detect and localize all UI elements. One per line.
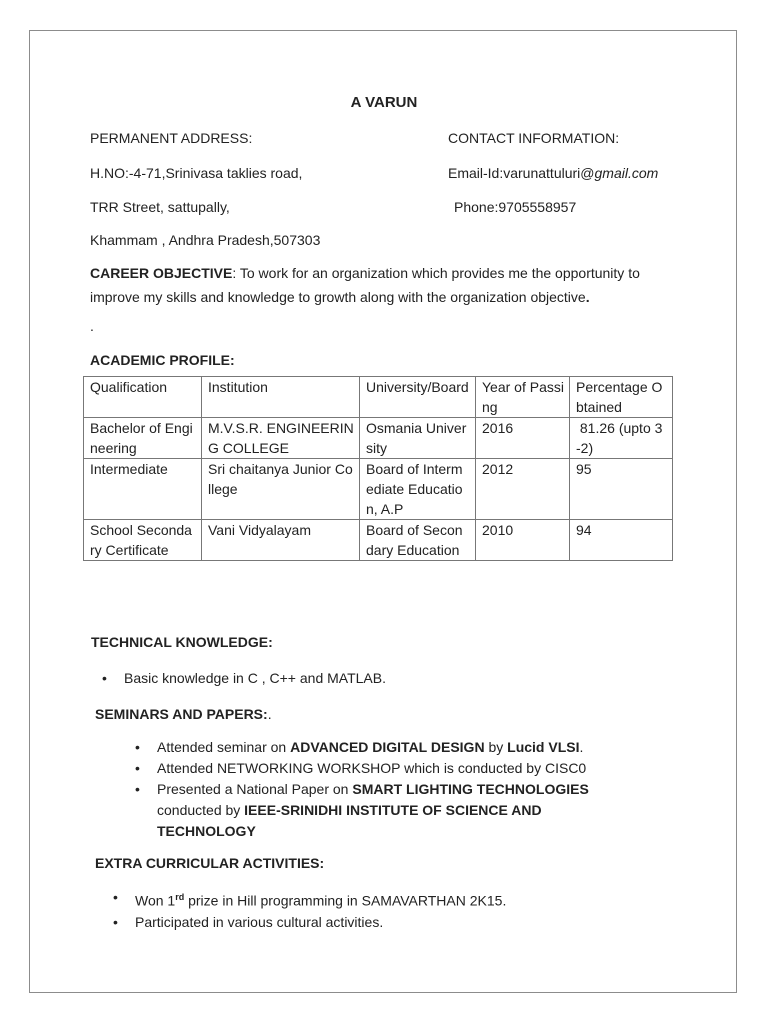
table-cell: Osmania University <box>360 418 476 459</box>
table-cell: 2016 <box>476 418 570 459</box>
table-row <box>84 459 673 520</box>
email-domain: gmail.com <box>594 165 659 181</box>
table-header-row <box>84 377 673 418</box>
academic-table <box>83 376 673 561</box>
email-prefix: Email-Id:varunattuluri@ <box>448 165 595 181</box>
seminar-1-topic: ADVANCED DIGITAL DESIGN <box>290 739 485 755</box>
career-objective-end: . <box>585 289 590 305</box>
table-row <box>84 418 673 459</box>
phone: Phone:9705558957 <box>454 199 577 215</box>
table-cell: 2010 <box>476 520 570 561</box>
seminar-3-mid: conducted by <box>157 802 245 818</box>
career-objective-label: CAREER OBJECTIVE <box>90 265 233 281</box>
table-cell: 94 <box>570 520 673 561</box>
seminars-heading-label: SEMINARS AND PAPERS: <box>95 706 268 722</box>
seminar-3-topic: SMART LIGHTING TECHNOLOGIES <box>352 781 589 797</box>
header-cell: Year of Passing <box>476 377 570 418</box>
address-label: PERMANENT ADDRESS: <box>90 130 253 146</box>
extra-curricular-heading: EXTRA CURRICULAR ACTIVITIES: <box>95 855 325 871</box>
seminar-1-mid: by <box>484 739 508 755</box>
seminar-1-end: . <box>579 739 584 755</box>
table-cell: 2012 <box>476 459 570 520</box>
table-cell: 81.26 (upto 3-2) <box>570 418 673 459</box>
resume-name: A VARUN <box>350 94 418 111</box>
career-objective-text: : To work for an organization which provides me the opportunity to improve my skills and knowledge to growth along with the organization objective <box>90 265 640 305</box>
header-cell: Qualification <box>84 377 202 418</box>
seminar-1-pre: Attended seminar on <box>157 739 291 755</box>
seminars-heading-suffix: . <box>267 706 272 722</box>
table-cell: Board of Intermediate Education, A.P <box>360 459 476 520</box>
list-item <box>157 779 637 842</box>
extra-list <box>135 887 506 933</box>
table-row <box>84 520 673 561</box>
list-item: • Participated in various cultural activities. <box>135 912 506 933</box>
email <box>448 165 658 181</box>
header-cell: Percentage Obtained <box>570 377 673 418</box>
list-item <box>135 887 506 912</box>
contact-label: CONTACT INFORMATION: <box>448 130 620 146</box>
seminars-heading <box>95 706 272 722</box>
table-cell: Vani Vidyalayam <box>202 520 360 561</box>
list-item <box>157 737 637 758</box>
table-cell: Sri chaitanya Junior College <box>202 459 360 520</box>
technical-list <box>124 668 386 689</box>
table-cell: Bachelor of Engineering <box>84 418 202 459</box>
table-cell: Intermediate <box>84 459 202 520</box>
extra-1-sup: rd <box>175 892 185 902</box>
address-line-2: TRR Street, sattupally, <box>90 199 230 215</box>
seminars-list <box>157 737 637 842</box>
seminar-1-org: Lucid VLSI <box>507 739 580 755</box>
seminar-3-org: IEEE-SRINIDHI INSTITUTE OF SCIENCE AND TECHNOLOGY <box>157 802 542 839</box>
technical-heading: TECHNICAL KNOWLEDGE: <box>91 634 273 650</box>
stray-dot: . <box>90 318 94 334</box>
list-item: • Attended NETWORKING WORKSHOP which is conducted by CISC0 <box>157 758 637 779</box>
table-cell: Board of Secondary Education <box>360 520 476 561</box>
header-cell: Institution <box>202 377 360 418</box>
extra-1-post: prize in Hill programming in SAMAVARTHAN 2K15. <box>184 892 507 909</box>
header-cell: University/Board <box>360 377 476 418</box>
address-line-1: H.NO:-4-71,Srinivasa taklies road, <box>90 165 303 181</box>
list-item: • Basic knowledge in C , C++ and MATLAB. <box>124 668 386 689</box>
seminar-3-pre: Presented a National Paper on <box>157 781 353 797</box>
extra-1-pre: Won 1 <box>135 892 176 909</box>
table-cell: M.V.S.R. ENGINEERING COLLEGE <box>202 418 360 459</box>
table-cell: 95 <box>570 459 673 520</box>
address-line-3: Khammam , Andhra Pradesh,507303 <box>90 232 321 248</box>
table-cell: School Secondary Certificate <box>84 520 202 561</box>
career-objective <box>90 261 680 309</box>
academic-profile-heading: ACADEMIC PROFILE: <box>90 352 235 368</box>
